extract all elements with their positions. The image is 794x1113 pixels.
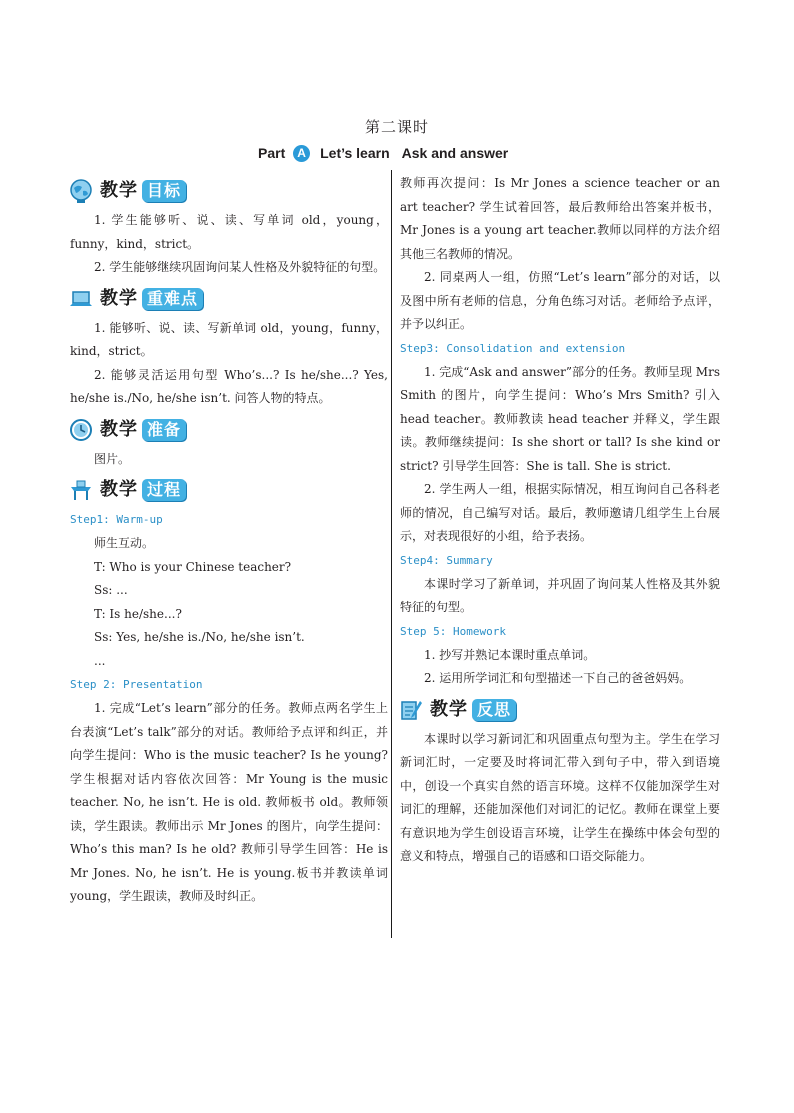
- clock-icon: [68, 417, 94, 443]
- step2-text: 1. 完成“Let’s learn”部分的任务。教师点两名学生上台表演“Let’s talk”部分的对话。教师给予点评和纠正，并向学生提问：Who is the music teacher? Is he young? 学生根据对话内容依次回答：Mr Young is the music teacher. No, he isn’t. He is old. 教师板书 old。教师领读，学生跟读。教师出示 Mr Jones 的图片，向学生提问：Who’s this man? Is he old? 教师引导学生回答：He is Mr Jones. No, he isn’t. He is young.板书并教读单词 young，学生跟读，教师及时纠正。: [70, 701, 388, 903]
- notebook-pencil-icon: [398, 697, 424, 723]
- left-column: [70, 172, 388, 909]
- step1-line: 师生互动。: [94, 536, 155, 550]
- section-keypoints: [68, 283, 388, 315]
- right-column: [400, 172, 720, 869]
- reflection-heading: 教学: [430, 698, 468, 720]
- step2-label: Step 2: Presentation: [70, 678, 203, 691]
- step1-line: ...: [94, 653, 106, 668]
- ask-answer-label: Ask and answer: [401, 145, 509, 161]
- objectives-heading: 教学: [100, 180, 138, 202]
- keypoints-heading-tag: 重难点: [142, 288, 203, 310]
- objectives-heading-tag: 目标: [142, 180, 186, 202]
- step5-label: Step 5: Homework: [400, 624, 506, 638]
- step3-item-2: 2. 学生两人一组，根据实际情况，相互询问自己各科老师的情况，自己编写对话。最后，教师邀请几组学生上台展示，对表现很好的小组，给予表扬。: [400, 482, 720, 543]
- section-process: [68, 474, 388, 506]
- step1-line: T: Who is your Chinese teacher?: [94, 559, 292, 574]
- process-heading-tag: 过程: [142, 479, 186, 501]
- keypoint-1: 1. 能够听、说、读、写新单词 old，young，funny，kind，strict。: [70, 320, 388, 358]
- step1-label: Step1: Warm-up: [70, 513, 163, 526]
- step1-line: Ss: ...: [94, 583, 128, 597]
- keypoints-heading: 教学: [100, 287, 138, 309]
- process-heading: 教学: [100, 479, 138, 501]
- lesson-title: 第二课时: [364, 118, 429, 136]
- objective-1: 1. 学生能够听、说、读、写单词 old，young，funny，kind，strict。: [70, 213, 388, 251]
- step1-line: T: Is he/she...?: [94, 606, 182, 621]
- lets-learn-label: Let’s learn: [320, 145, 390, 161]
- step3-item-1: 1. 完成“Ask and answer”部分的任务。教师呈现 Mrs Smith 的图片，向学生提问：Who’s Mrs Smith? 引入 head teacher。教师教读 head teacher 并释义，学生跟读。教师继续提问：Is she short or tall? Is she kind or strict? 引导学生回答：She is tall. She is strict.: [400, 364, 720, 473]
- keypoint-2: 2. 能够灵活运用句型 Who’s...? Is he/she...? Yes, he/she is./No, he/she isn’t. 问答人物的特点。: [70, 367, 388, 405]
- step2-continued: 教师再次提问：Is Mr Jones a science teacher or an art teacher? 学生试着回答，最后教师给出答案并板书，Mr Jones is a young art teacher.教师以同样的方法介绍其他三名教师的情况。: [400, 176, 720, 261]
- step4-label: Step4: Summary: [400, 553, 493, 567]
- globe-icon: [68, 178, 94, 204]
- prep-text: 图片。: [94, 451, 131, 466]
- part-label: Part: [258, 145, 286, 161]
- step4-text: 本课时学习了新单词，并巩固了询问某人性格及其外貌特征的句型。: [400, 576, 720, 614]
- objective-2: 2. 学生能够继续巩固询问某人性格及外貌特征的句型。: [94, 260, 386, 274]
- step1-line: Ss: Yes, he/she is./No, he/she isn’t.: [94, 630, 305, 644]
- section-prep: [68, 414, 388, 446]
- homework-item-2: 2. 运用所学词汇和句型描述一下自己的爸爸妈妈。: [424, 671, 692, 685]
- reflection-text: 本课时以学习新词汇和巩固重点句型为主。学生在学习新词汇时，一定要及时将词汇带入到句子中，带入到语境中，创设一个真实自然的语言环境。这样不仅能加深学生对词汇的理解，还能加深他们对词汇的记忆。教师在课堂上要有意识地为学生创设语言环境，让学生在操练中体会句型的意义和特点，增强自己的语感和口语交际能力。: [400, 731, 720, 863]
- step2-item-2: 2. 同桌两人一组，仿照“Let’s learn”部分的对话，以及图中所有老师的信息，分角色练习对话。老师给予点评，并予以纠正。: [400, 270, 720, 331]
- section-objectives: [68, 175, 388, 207]
- lesson-subtitle: [258, 145, 508, 162]
- part-a-badge: A: [293, 145, 310, 162]
- desk-icon: [68, 477, 94, 503]
- prep-heading-tag: 准备: [142, 419, 186, 441]
- column-divider: [391, 170, 392, 938]
- prep-heading: 教学: [100, 418, 138, 440]
- reflection-heading-tag: 反思: [472, 699, 516, 721]
- laptop-icon: [68, 286, 94, 312]
- section-reflection: [398, 694, 720, 726]
- homework-item-1: 1. 抄写并熟记本课时重点单词。: [424, 647, 596, 662]
- step3-label: Step3: Consolidation and extension: [400, 341, 626, 355]
